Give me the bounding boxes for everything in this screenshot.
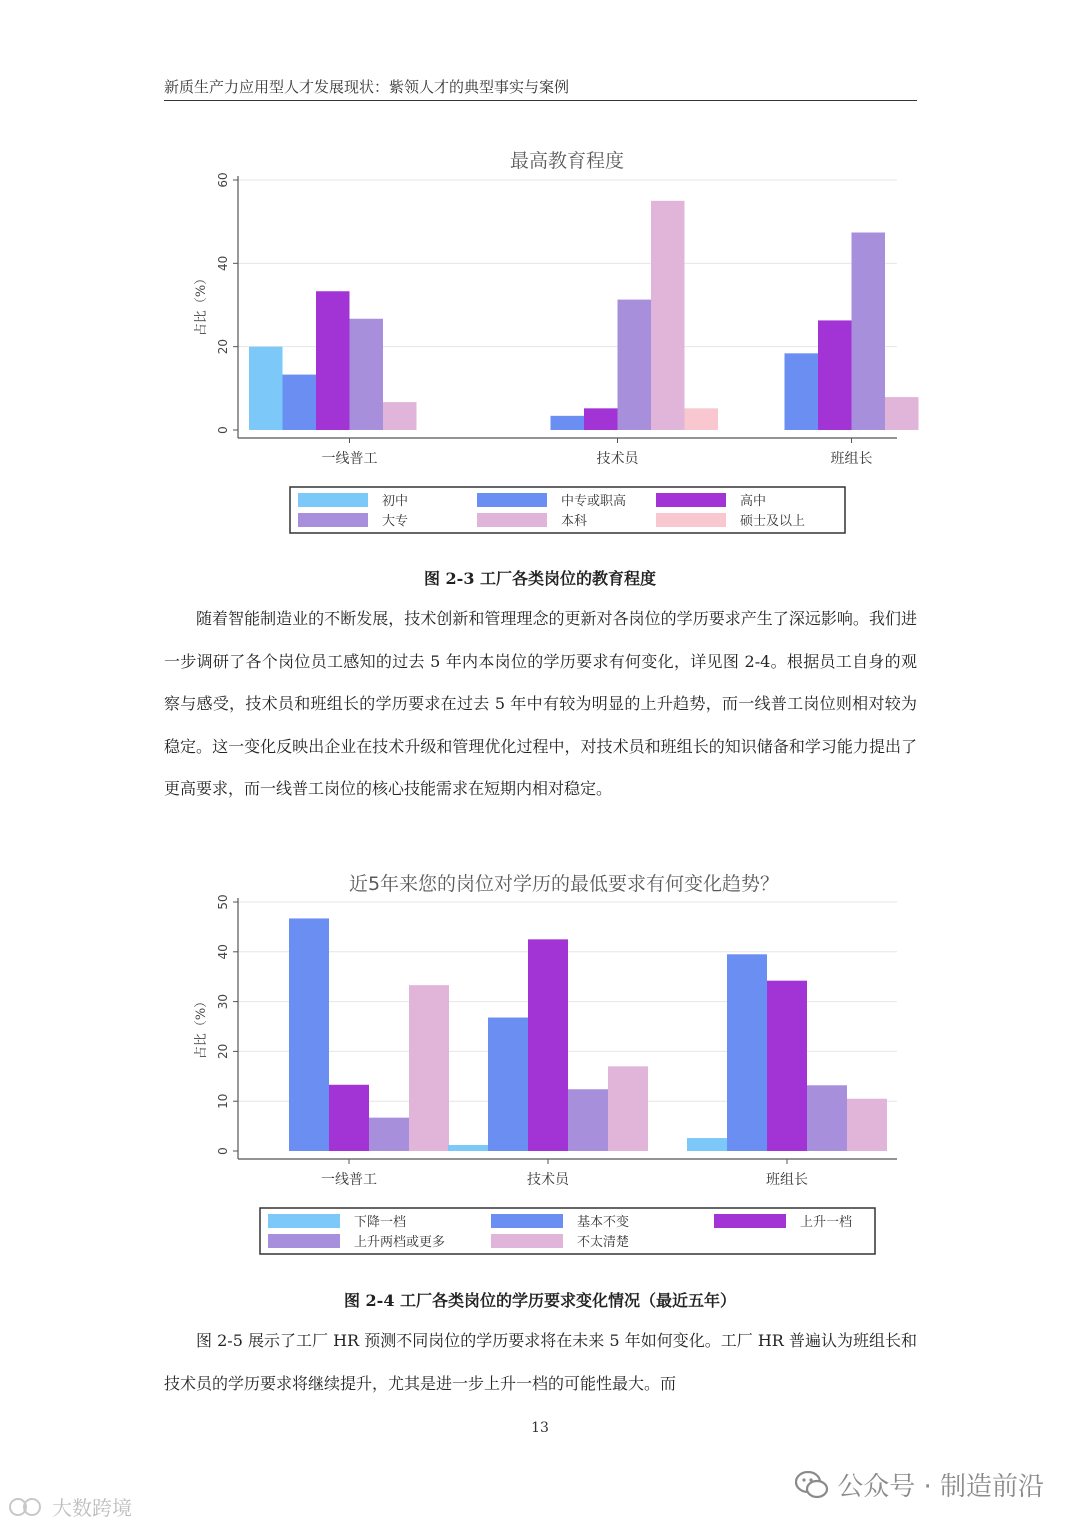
legend-label: 上升两档或更多 <box>354 1235 446 1250</box>
chart-title: 最高教育程度 <box>509 150 625 172</box>
bar <box>618 300 652 430</box>
bar <box>807 1085 847 1151</box>
page-number: 13 <box>531 1420 549 1436</box>
bar <box>687 1138 727 1151</box>
education-level-chart <box>0 130 1080 560</box>
watermark-text: 公众号 · 制造前沿 <box>837 1472 1044 1502</box>
bar <box>249 347 283 430</box>
watermark-left-text: 大数跨境 <box>52 1496 132 1520</box>
bars <box>249 201 919 430</box>
bar <box>488 1018 528 1151</box>
x-tick-label: 班组长 <box>830 451 873 467</box>
bars <box>289 918 887 1151</box>
bar <box>409 985 449 1151</box>
legend-swatch <box>477 493 547 507</box>
wechat-icon <box>795 1470 829 1500</box>
legend-swatch <box>714 1214 786 1228</box>
bar <box>818 320 852 430</box>
y-axis-label: 占比（%） <box>194 994 209 1060</box>
legend <box>290 487 845 533</box>
bar <box>369 1118 409 1151</box>
bar <box>551 416 585 430</box>
bar <box>584 408 618 430</box>
bar <box>767 981 807 1151</box>
bar <box>350 319 384 430</box>
y-tick-label: 20 <box>216 339 230 355</box>
legend-label: 初中 <box>382 494 409 509</box>
legend-swatch <box>298 513 368 527</box>
x-tick-label: 班组长 <box>766 1172 808 1188</box>
legend-label: 本科 <box>561 514 588 529</box>
running-header: 新质生产力应用型人才发展现状：紫领人才的典型事实与案例 <box>164 76 917 101</box>
legend-label: 下降一档 <box>354 1215 407 1230</box>
body-paragraph: 图 2-5 展示了工厂 HR 预测不同岗位的学历要求将在未来 5 年如何变化。工厂 HR 普遍认为班组长和技术员的学历要求将继续提升，尤其是进一步上升一档的可能性最大。而 <box>164 1331 917 1393</box>
bar <box>651 201 685 430</box>
watermark <box>795 1466 1044 1503</box>
legend-swatch <box>656 493 726 507</box>
y-tick-label: 50 <box>216 894 230 910</box>
legend-label: 基本不变 <box>577 1215 630 1230</box>
x-axis <box>238 1159 897 1188</box>
x-axis <box>238 438 897 467</box>
x-tick-label: 技术员 <box>527 1172 569 1188</box>
bar <box>383 402 417 430</box>
bar <box>528 939 568 1151</box>
y-tick-label: 60 <box>216 172 230 188</box>
legend-swatch <box>491 1234 563 1248</box>
legend-label: 高中 <box>740 494 767 509</box>
legend-swatch <box>656 513 726 527</box>
bar <box>283 375 317 430</box>
bar <box>568 1089 608 1151</box>
y-axis-label: 占比（%） <box>194 271 209 337</box>
legend-swatch <box>491 1214 563 1228</box>
legend-label: 不太清楚 <box>577 1235 630 1250</box>
chart-title: 近5年来您的岗位对学历的最低要求有何变化趋势？ <box>348 873 780 895</box>
legend-swatch <box>298 493 368 507</box>
legend-label: 上升一档 <box>800 1215 853 1230</box>
y-tick-label: 10 <box>216 1093 230 1109</box>
x-tick-label: 一线普工 <box>321 1172 377 1188</box>
bar <box>448 1145 488 1151</box>
y-tick-label: 0 <box>216 426 230 434</box>
y-tick-label: 40 <box>216 255 230 271</box>
legend-label: 硕士及以上 <box>740 514 806 529</box>
brand-logo-icon <box>8 1496 48 1518</box>
x-tick-label: 技术员 <box>596 451 639 467</box>
y-tick-label: 30 <box>216 993 230 1010</box>
bar <box>289 918 329 1151</box>
bar <box>329 1085 369 1151</box>
legend-swatch <box>268 1214 340 1228</box>
legend-swatch <box>268 1234 340 1248</box>
education-change-chart <box>0 862 1080 1272</box>
figure-caption: 图 2-3 工厂各类岗位的教育程度 <box>423 569 657 588</box>
bar <box>785 353 819 430</box>
bar <box>885 397 919 430</box>
bar <box>608 1066 648 1151</box>
bar <box>727 954 767 1151</box>
y-ticks <box>216 172 238 438</box>
y-ticks <box>216 894 238 1159</box>
figure-caption: 图 2-4 工厂各类岗位的学历要求变化情况（最近五年） <box>343 1291 737 1310</box>
legend-label: 大专 <box>382 514 409 529</box>
y-tick-label: 0 <box>216 1147 230 1155</box>
y-tick-label: 40 <box>216 944 230 960</box>
legend-swatch <box>477 513 547 527</box>
x-tick-label: 一线普工 <box>321 451 378 467</box>
bar <box>852 233 886 431</box>
legend-label: 中专或职高 <box>561 494 627 509</box>
body-paragraph: 随着智能制造业的不断发展，技术创新和管理理念的更新对各岗位的学历要求产生了深远影响。我们进一步调研了各个岗位员工感知的过去 5 年内本岗位的学历要求有何变化，详见图 2-4。根据员工自身的观察与感受，技术员和班组长的学历要求在过去 5 年中有较为明显的上升趋势，而一线普工岗位则相对较为稳定。这一变化反映出企业在技术升级和管理优化过程中，对技术员和班组长的知识储备和学习能力提出了更高要求，而一线普工岗位的核心技能需求在短期内相对稳定。 <box>164 609 917 798</box>
bar <box>847 1099 887 1151</box>
legend <box>260 1208 875 1254</box>
bar <box>316 291 350 430</box>
y-tick-label: 20 <box>216 1043 230 1060</box>
bar <box>685 408 719 430</box>
watermark-left <box>8 1492 132 1521</box>
